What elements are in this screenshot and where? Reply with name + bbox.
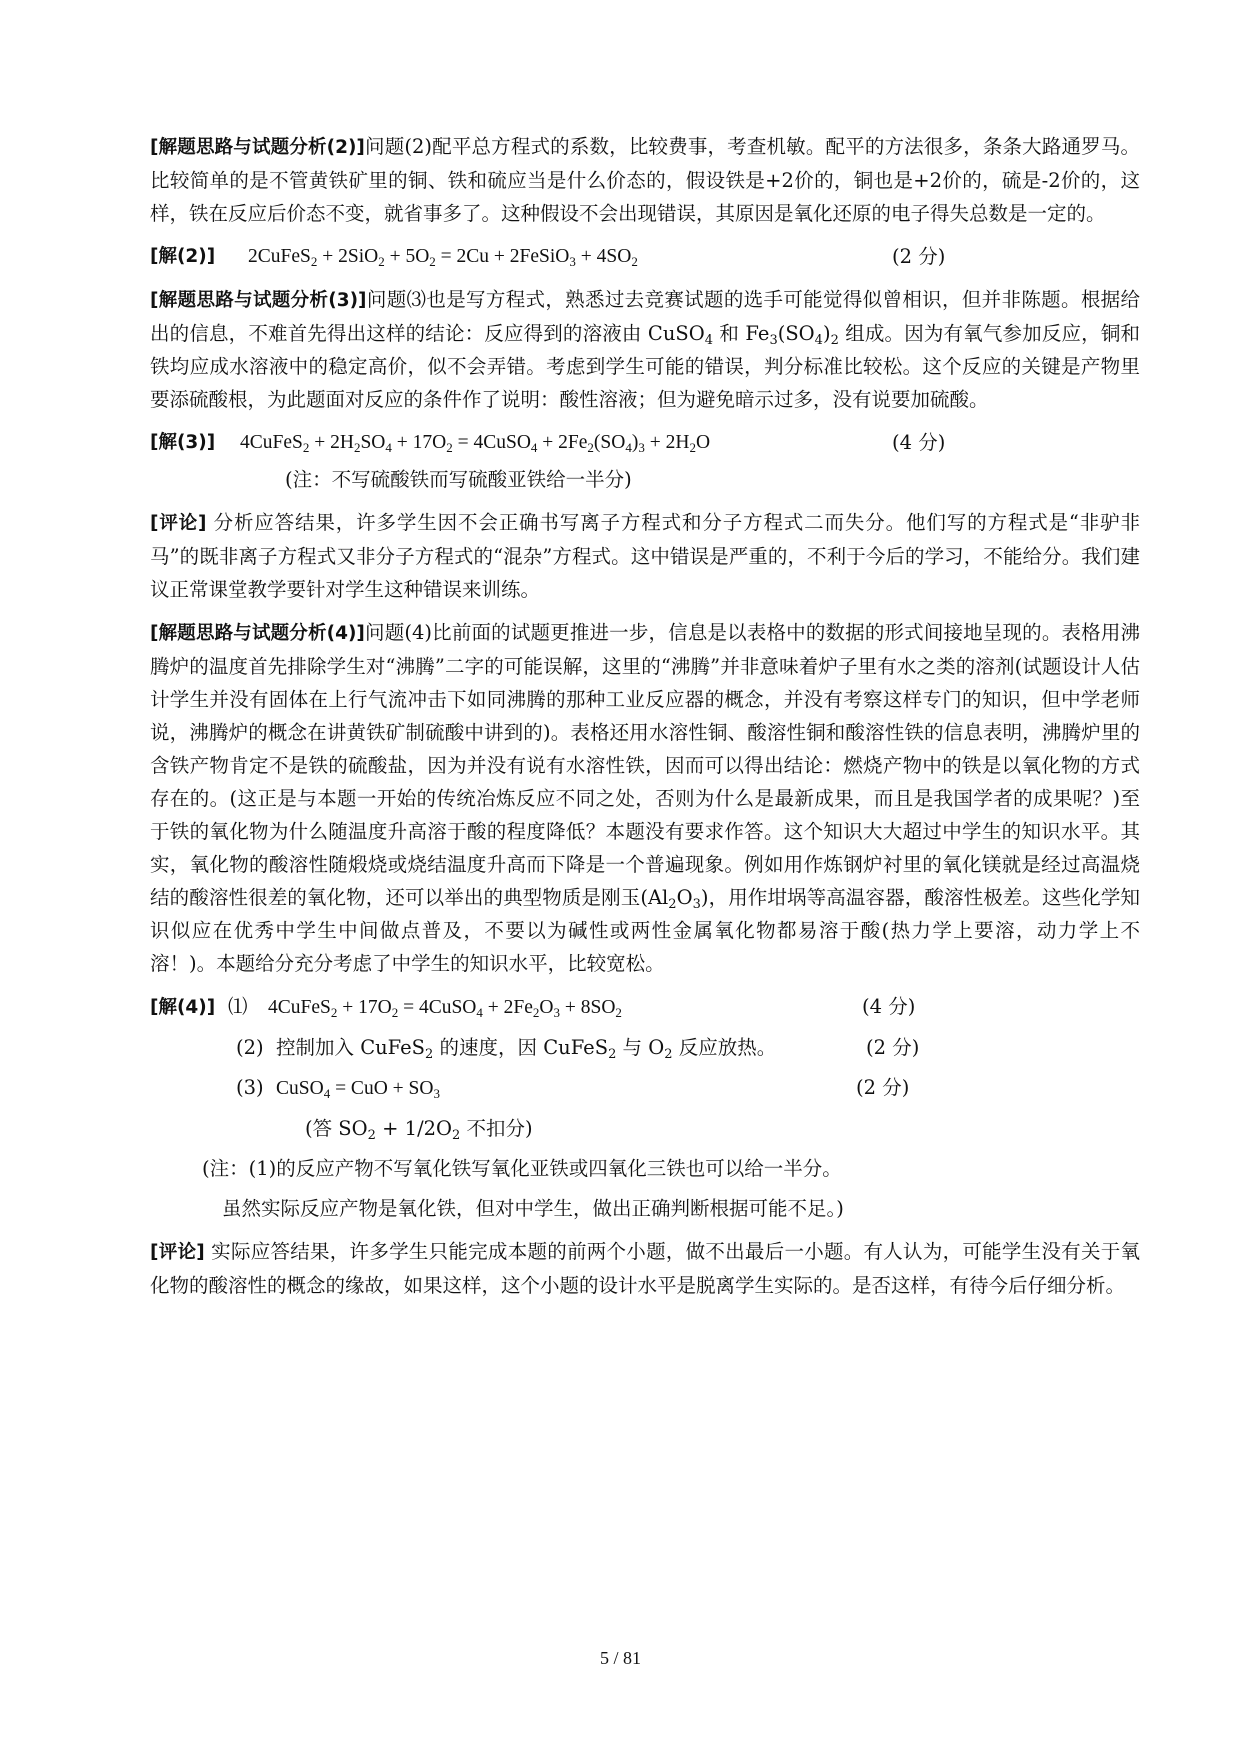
comment-2-tag: [评论] — [150, 1242, 205, 1263]
solution-4-item-3-score: (2 分) — [856, 1076, 910, 1099]
analysis-4-tag: [解题思路与试题分析(4)] — [150, 623, 365, 644]
analysis-3-tag: [解题思路与试题分析(3)] — [150, 290, 367, 311]
solution-3-tag: [解(3)] — [150, 432, 216, 453]
solution-3-score: (4 分) — [892, 431, 946, 454]
analysis-3-paragraph: [解题思路与试题分析(3)]问题⑶也是写方程式，熟悉过去竞赛试题的选手可能觉得似曾相识，但并非陈题。根据给出的信息，不难首先得出这样的结论：反应得到的溶液由 CuSO$_4$ 和 $Fe_3(SO_4)_2$ 组成。因为有氧气参加反应，铜和铁均应成水溶液中的稳定高价，似不会弄错。考虑到学生可能的错误，判分标准比较松。这个反应的关键是产物里要添硫酸根，为此题面对反应的条件作了说明：酸性溶液；但为避免暗示过多，没有说要加硫酸。 — [150, 288, 1140, 411]
solution-4-tag: [解(4)] — [150, 997, 216, 1018]
solution-4-item-1-equation: 4CuFeS$_2$ + $17O_2$ = 4CuSO$_4$ + $2Fe_2O_3 + 8SO_2$ — [268, 997, 622, 1020]
solution-4-item-3-note: (答 $SO_2 + 1/2O_2$ 不扣分) — [305, 1117, 533, 1143]
solution-4-item-3 — [150, 1071, 1140, 1105]
solution-3-line — [150, 426, 1140, 459]
comment-2-paragraph — [150, 1235, 1140, 1302]
solution-4-item-1-number: ⑴ — [228, 995, 248, 1018]
analysis-2-tag: [解题思路与试题分析(2)] — [150, 137, 365, 158]
solution-4-item-2-text: 控制加入 CuFeS$_2$ 的速度，因 CuFeS$_2$ 与 $O_2$ 反应放热。 — [276, 1036, 777, 1062]
solution-4-item-1 — [150, 990, 1140, 1024]
page-number: 5 / 81 — [599, 1648, 641, 1668]
comment-1-paragraph — [150, 506, 1140, 606]
comment-2-text: 实际应答结果，许多学生只能完成本题的前两个小题，做不出最后一小题。有人认为，可能学生没有关于氧化物的酸溶性的概念的缘故，如果这样，这个小题的设计水平是脱离学生实际的。是否这样，有待今后仔细分析。 — [150, 1240, 1140, 1297]
solution-3-equation: 4CuFeS$_2$ + $2H_2SO_4 + 17O_2$ = 4CuSO$_4$ + $2Fe_2(SO_4)_3 + 2H_2O$ — [240, 432, 711, 455]
document-body — [150, 130, 1140, 1312]
solution-4-item-3-equation: CuSO$_4$ = CuO + $SO_3$ — [276, 1078, 440, 1101]
solution-4-note-2: 虽然实际反应产物是氧化铁，但对中学生，做出正确判断根据可能不足。) — [222, 1197, 844, 1220]
solution-4-item-2-number: (2) — [236, 1036, 264, 1059]
analysis-2-text: 问题(2)配平总方程式的系数，比较费事，考查机敏。配平的方法很多，条条大路通罗马。比较简单的是不管黄铁矿里的铜、铁和硫应当是什么价态的，假设铁是+2价的，铜也是+2价的，硫是-2价的，这样，铁在反应后价态不变，就省事多了。这种假设不会出现错误，其原因是氧化还原的电子得失总数是一定的。 — [150, 135, 1141, 225]
solution-4-item-2-score: (2 分) — [866, 1036, 920, 1059]
solution-4-item-1-score: (4 分) — [862, 995, 916, 1018]
analysis-4-paragraph: [解题思路与试题分析(4)]问题(4)比前面的试题更推进一步，信息是以表格中的数据的形式间接地呈现的。表格用沸腾炉的温度首先排除学生对“沸腾”二字的可能误解，这里的“沸腾”并非意味着炉子里有水之类的溶剂(试题设计人估计学生并没有固体在上行气流冲击下如同沸腾的那种工业反应器的概念，并没有考察这样专门的知识，但中学老师说，沸腾炉的概念在讲黄铁矿制硫酸中讲到的)。表格还用水溶性铜、酸溶性铜和酸溶性铁的信息表明，沸腾炉里的含铁产物肯定不是铁的硫酸盐，因为并没有说有水溶性铁，因而可以得出结论：燃烧产物中的铁是以氧化物的方式存在的。(这正是与本题一开始的传统冶炼反应不同之处，否则为什么是最新成果，而且是我国学者的成果呢？)至于铁的氧化物为什么随温度升高溶于酸的程度降低？本题没有要求作答。这个知识大大超过中学生的知识水平。其实，氧化物的酸溶性随煅烧或烧结温度升高而下降是一个普遍现象。例如用作炼钢炉衬里的氧化镁就是经过高温烧结的酸溶性很差的氧化物，还可以举出的典型物质是刚玉$(Al_2O_3)$，用作坩埚等高温容器，酸溶性极差。这些化学知识似应在优秀中学生中间做点普及，不要以为碱性或两性金属氧化物都易溶于酸(热力学上要溶，动力学上不溶！)。本题给分充分考虑了中学生的知识水平，比较宽松。 — [150, 621, 1141, 975]
solution-2-tag: [解(2)] — [150, 246, 216, 267]
solution-4-item-3-number: (3) — [236, 1076, 264, 1099]
solution-4-item-2 — [150, 1031, 1140, 1064]
solution-2-equation: 2CuFeS$_2$ + $2SiO_2 + 5O_2 = 2Cu$ + 2FeSiO$_3$ + $4SO_2$ — [248, 246, 638, 269]
comment-1-text: 分析应答结果，许多学生因不会正确书写离子方程式和分子方程式二而失分。他们写的方程式是“非驴非马”的既非离子方程式又非分子方程式的“混杂”方程式。这中错误是严重的，不利于今后的学习，不能给分。我们建议正常课堂教学要针对学生这种错误来训练。 — [150, 511, 1140, 601]
comment-1-tag: [评论] — [150, 513, 207, 534]
analysis-2-paragraph — [150, 130, 1140, 230]
solution-2-score: (2 分) — [892, 245, 946, 268]
solution-3-note: (注：不写硫酸铁而写硫酸亚铁给一半分) — [285, 468, 632, 491]
solution-2-line — [150, 240, 1140, 273]
solution-4-note-1: (注：(1)的反应产物不写氧化铁写氧化亚铁或四氧化三铁也可以给一半分。 — [202, 1157, 842, 1180]
